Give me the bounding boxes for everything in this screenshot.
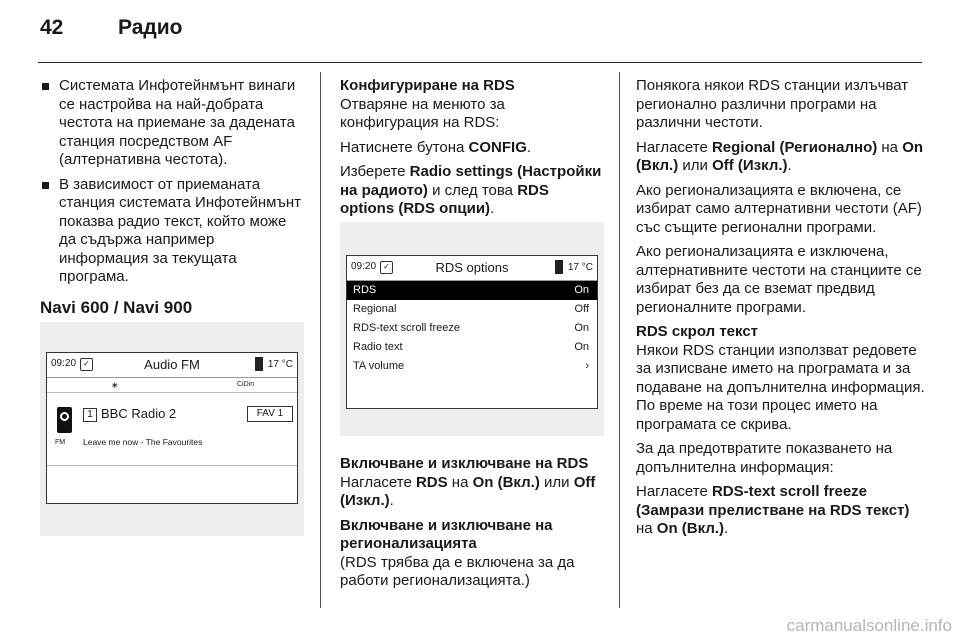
option-label: Radio text [353,341,403,353]
phone-battery-icon [255,357,263,371]
page-header [40,16,182,52]
rds-options-screenshot [340,222,604,436]
heading-rds-scroll-text: RDS скрол текст [636,323,759,340]
text: Нагласете [636,483,712,500]
option-radio-text [347,338,597,357]
radio-text: Leave me now - The Favourites [83,437,203,447]
paragraph: Ако регионализацията е включена, се избират само алтернативни честоти (AF) със същите регионални програми. [636,181,922,236]
radio-icon [57,407,72,433]
paragraph: Понякога някои RDS станции излъчват регионално различни програми на различни честоти. [636,77,909,131]
header-divider [38,62,922,63]
option-value: On [574,341,589,353]
column-3 [636,77,926,545]
menu-label: RDS options (RDS опции) [340,181,549,217]
display-screen [346,255,598,409]
text: или [678,157,713,174]
clock-time: 09:20 [51,358,77,369]
bullet-item: В зависимост от приеманата станция системата Инфотейнмънт показва радио текст, който може да съдържа например информация за текущата програма. [40,176,302,287]
heading-rds-config: Конфигуриране на RDS [340,77,515,94]
option-label: RDS [353,284,377,296]
band-label: FM [55,439,66,446]
setting-value: Off (Изкл.) [340,473,596,509]
option-label: Regional [353,303,397,315]
section-title: Navi 600 / Navi 900 [40,297,193,317]
phone-battery-icon [555,260,563,274]
paragraph: Отваряне на менюто за конфигурация на RDS: [340,95,505,131]
option-value: On [574,284,589,296]
text: на [877,138,903,156]
paragraph: Ако регионализацията е изключена, алтернативните честоти на станциите се избират без да се вземат предвид регионалните програми. [636,243,922,316]
option-rds [347,281,597,300]
heading-rds-on-off: Включване и изключване на RDS [340,455,589,472]
column-divider [320,72,321,608]
watermark: carmanualsonline.info [786,616,952,635]
text: и след това [427,181,518,199]
display-screen [46,352,298,504]
bluetooth-icon: ∗ [111,380,119,390]
text: . [724,520,729,537]
fav-button: FAV 1 [247,406,293,422]
option-label: RDS-text scroll freeze [353,322,460,334]
paragraph: (RDS трябва да е включена за да работи регионализацията.) [340,553,575,589]
text: Нагласете [340,473,416,491]
option-ta-volume [347,357,597,376]
text: Нагласете [636,138,712,156]
paragraph: За да предотвратите показването на допълнителна информация: [636,440,893,476]
text: . [490,200,495,217]
bullet-item: Системата Инфотейнмънт винаги се настройва на най-добрата честота на приемане за дадената станция посредством AF (алтернативна честота). [40,77,302,170]
paragraph [636,139,926,176]
station-name: BBC Radio 2 [101,406,177,421]
column-2 [340,77,602,225]
setting-value: On (Вкл.) [656,520,725,537]
bullet-list [40,77,302,287]
option-value: On [574,322,589,334]
setting-value: On (Вкл.) [636,138,924,174]
clock-time: 09:20 [351,261,377,272]
status-bar [347,256,597,281]
screen-title: RDS options [435,260,509,275]
config-button-label: CONFIG [468,138,527,156]
preset-number: 1 [83,408,97,422]
temperature: 17 °C [567,262,593,273]
paragraph [340,163,602,219]
page-number: 42 [40,16,64,39]
cidin-label: CiDin [237,381,255,388]
text: Изберете [340,163,410,180]
status-bar [47,353,297,378]
text: на [447,473,473,491]
column-2-lower [340,455,602,597]
setting-label: Regional (Регионално) [711,138,878,156]
text: на [636,520,657,537]
setting-label: RDS [415,473,448,491]
paragraph [340,474,602,511]
paragraph [636,483,926,539]
option-value: Off [574,303,589,315]
option-rds-text-scroll-freeze [347,319,597,338]
column-1 [40,77,302,317]
info-row [47,378,297,393]
page-title: Радио [118,16,183,39]
setting-label: RDS-text scroll freeze (Замрази прелистване на RDS текст) [636,483,910,519]
paragraph: Някои RDS станции използват редовете за изписване името на програмата и за подаване на допълнителна информация. По време на този процес името на програмата се скрива. [636,341,925,433]
text: . [787,157,792,174]
temperature: 17 °C [267,359,293,370]
screen-title: Audio FM [144,357,200,372]
text: или [539,473,574,491]
menu-label: Radio settings (Настройки на радиото) [340,163,602,199]
column-divider [619,72,620,608]
option-regional [347,300,597,319]
setting-value: On (Вкл.) [472,473,540,491]
chevron-right-icon: › [585,360,589,372]
setting-value: Off (Изкл.) [712,157,788,174]
station-panel [47,393,297,466]
audio-fm-screenshot [40,322,304,536]
heading-regional-on-off: Включване и изключване на регионализацията [340,516,553,552]
option-label: TA volume [353,360,405,372]
text: Натиснете бутона [340,138,469,156]
text: . [389,492,394,509]
text: . [526,138,532,156]
paragraph [340,139,602,158]
check-icon: ✓ [380,261,393,274]
check-icon: ✓ [80,358,93,371]
